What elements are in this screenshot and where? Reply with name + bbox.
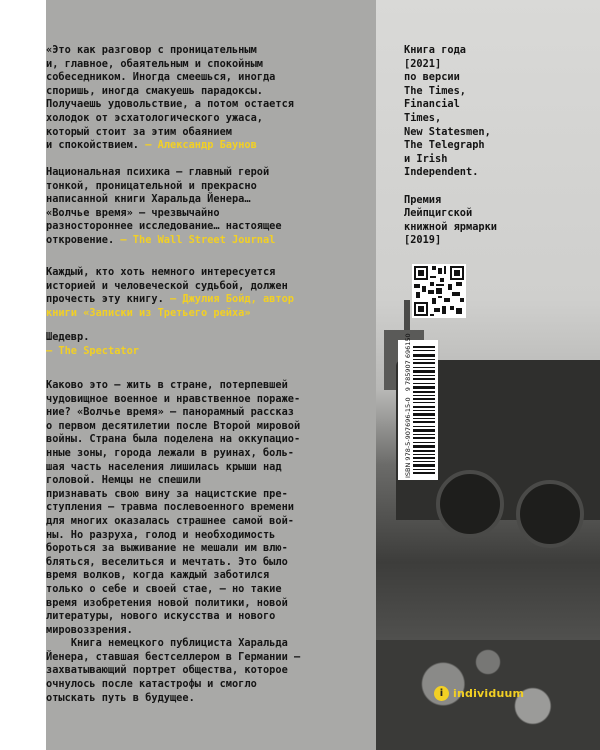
book-description [46, 379, 376, 705]
prize-text: Премия Лейпцигской книжной ярмарки [2019] [404, 193, 497, 247]
quote-block-4 [46, 331, 376, 358]
qr-code-graphic [412, 264, 466, 318]
quote-attribution: – The Spectator [46, 344, 139, 357]
quote-block-1 [46, 44, 376, 153]
description-paragraph-1: Каково это – жить в стране, потерпевшей чудовищное военное и нравственное пораже- ние? «Волчье время» – панорамный рассказ о первом десятилетии после Второй мировой войны. Страна была поделена на оккупацио- нные зоны, города лежали в руинах, боль- шая часть населения лишилась крыши над головой. Немцы не спешили признавать свою вину за нацистские пре- ступления – травма послевоенного времени для многих оказалась страшнее самой вой- ны. Но разруха, голод и необходимость бороться за выживание не мешали им влю- бляться, веселиться и мечтать. Это было время волков, когда каждый заботился только о себе и своей стае, – но такие время изобретения новой политики, новой литературы, нового искусства и нового мировоззрения. [46, 379, 301, 636]
quote-text: Шедевр. [46, 331, 90, 343]
quote-text: Каждый, кто хоть немного интересуется историей и человеческой судьбой, должен прочесть эту книгу. [46, 266, 288, 306]
publisher-logo-icon: i [434, 686, 449, 701]
quote-attribution: – The Wall Street Journal [114, 233, 276, 246]
awards-sidebar [404, 44, 544, 248]
description-paragraph-2: Книга немецкого публициста Харальда Йенера, ставшая бестселлером в Германии – захватывающий портрет общества, которое очнулось после катастрофы и смогло отыскать путь в будущее. [46, 637, 301, 704]
barcode-bars [413, 346, 435, 474]
publisher-logo[interactable] [434, 686, 524, 701]
quote-block-3 [46, 266, 376, 320]
qr-code[interactable] [412, 264, 466, 318]
photo-tank-wheel [436, 470, 504, 538]
quote-attribution: – Александр Баунов [139, 139, 257, 152]
quote-text: «Это как разговор с проницательным и, главное, обаятельным и спокойным собеседником. Иногда смеешься, иногда споришь, иногда смакуешь парадоксы. Получаешь удовольствие, а потом остается холодок от эсхатологического ужаса, который стоит за этим обаянием и спокойствием. [46, 44, 294, 152]
book-of-year-text: Книга года [2021] по версии The Times, Financial Times, New Statesmen, The Telegraph и Irish Independent. [404, 44, 491, 179]
quote-attribution: – Джулия Бойд, автор книги «Записки из Третьего рейха» [46, 293, 294, 319]
barcode-number: 9 785907 696150 [404, 333, 412, 392]
photo-tank-wheel [516, 480, 584, 548]
isbn-label: ISBN 978-5-907696-15-0 9 785907 696150 [404, 333, 412, 478]
publisher-name: individuum [453, 687, 525, 700]
quote-text: Национальная психика – главный герой тонкой, проницательной и прекрасно написанной книги Харальда Йенера… «Волчье время» – чрезвычайно разностороннее исследование… настоящее откровение. [46, 166, 282, 246]
isbn-barcode [398, 333, 438, 480]
quote-block-2 [46, 166, 376, 248]
